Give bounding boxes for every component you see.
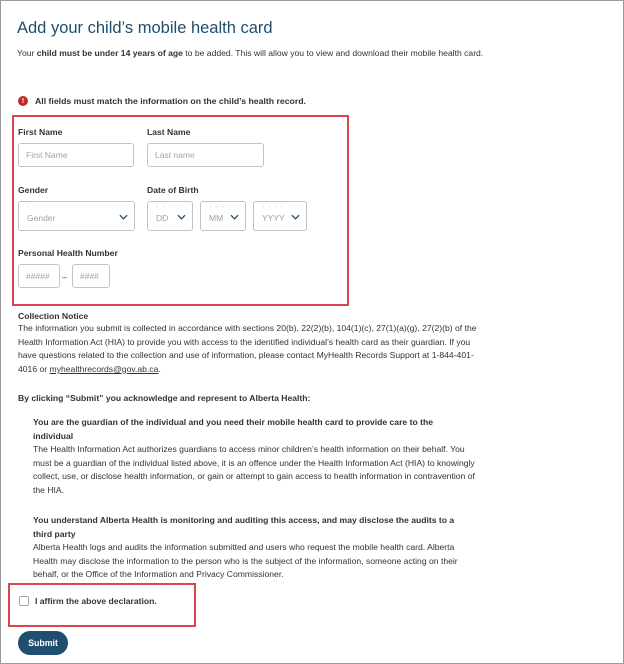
chevron-down-icon [177, 214, 186, 220]
matching-notice: ! All fields must match the information on the child’s health record. [18, 96, 306, 106]
phn-label: Personal Health Number [18, 248, 118, 258]
support-email-link[interactable]: myhealthrecords@gov.ab.ca [49, 363, 159, 374]
dob-year-select[interactable]: - - - - YYYY [253, 201, 307, 231]
last-name-input[interactable] [147, 143, 264, 167]
phn-part2-input[interactable] [72, 264, 110, 288]
dob-day-select[interactable]: - - DD [147, 201, 193, 231]
affirm-checkbox[interactable] [19, 596, 29, 606]
first-name-input[interactable] [18, 143, 134, 167]
dob-label: Date of Birth [147, 185, 199, 195]
last-name-label: Last Name [147, 127, 191, 137]
guardian-body: The Health Information Act authorizes guardians to access minor children’s health information on their behalf. You must be a guardian of the individual listed above, it is an offence under the Health Information Act (HIA) to knowingly collect, use, or disclose health information, or gain or attempt to gain access to health information in contravention of the HIA. [33, 444, 475, 495]
affirm-label[interactable]: I affirm the above declaration. [35, 596, 157, 606]
page-title: Add your child’s mobile health card [17, 19, 273, 37]
chevron-down-icon [291, 214, 300, 220]
submit-button[interactable]: Submit [18, 631, 68, 655]
phn-part1-input[interactable] [18, 264, 60, 288]
dob-month-select[interactable]: - - - MM [200, 201, 246, 231]
audit-body: Alberta Health logs and audits the information submitted and users who request the mobile health card. Alberta Health may disclose the information to the person who is the subject of the information, someone acting on their behalf, or the Office of the Information and Privacy Commissioner. [33, 542, 458, 580]
declaration-intro: By clicking “Submit” you acknowledge and represent to Alberta Health: [18, 393, 311, 403]
guardian-heading: You are the guardian of the individual and you need their mobile health card to provide care to the individual [33, 417, 433, 441]
collection-notice-heading: Collection Notice [18, 311, 89, 321]
age-requirement: child must be under 14 years of age [36, 48, 183, 58]
intro-text: Your child must be under 14 years of age to be added. This will allow you to view and download their mobile health card. [17, 48, 484, 58]
chevron-down-icon [119, 214, 128, 220]
collection-notice-body: The information you submit is collected in accordance with sections 20(b), 22(2)(b), 104(1)(c), 27(1)(a)(g), 27(2)(b) of the Health Information Act (HIA) to provide you with access to the identified individual’s health card as their guardian. If you have questions related to the collection and use of information, please contact MyHealth Records Support at 1-844-401-4016 or myhealthrecords@gov.ab.ca. [18, 323, 477, 374]
first-name-label: First Name [18, 127, 63, 137]
gender-select[interactable]: - Gender [18, 201, 135, 231]
alert-icon: ! [18, 96, 28, 106]
chevron-down-icon [230, 214, 239, 220]
phn-separator: – [62, 272, 68, 282]
audit-heading: You understand Alberta Health is monitoring and auditing this access, and may disclose the audits to a third party [33, 515, 455, 539]
gender-label: Gender [18, 185, 49, 195]
